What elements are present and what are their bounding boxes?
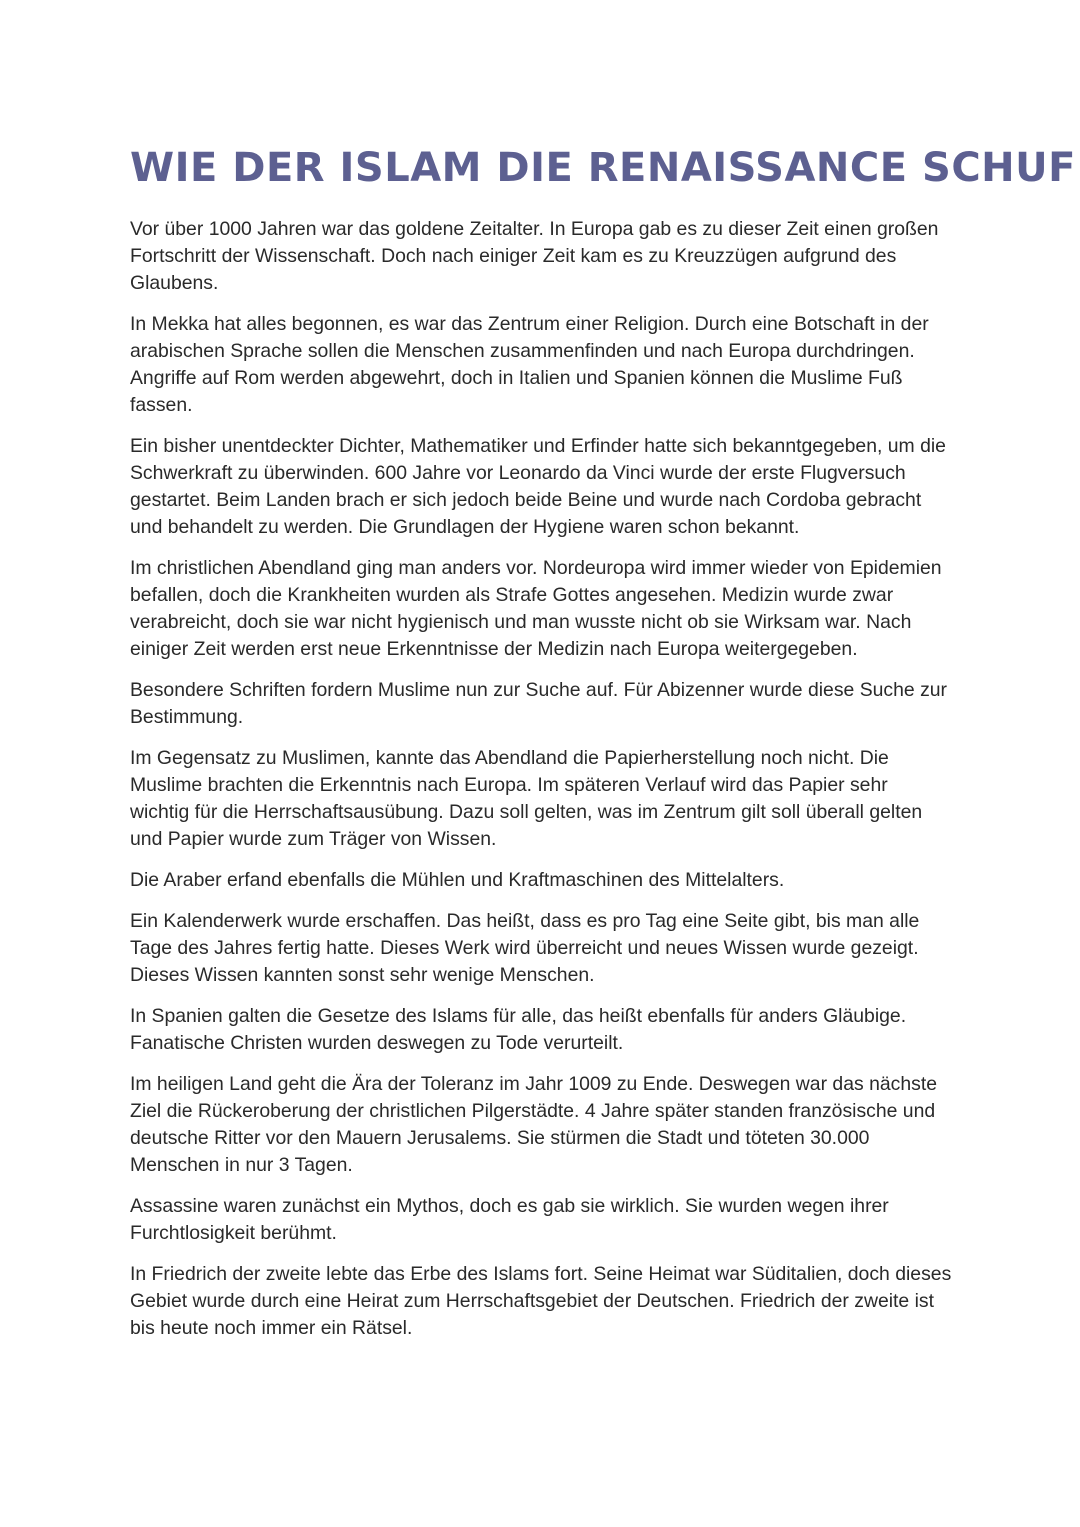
- paragraph-12: In Friedrich der zweite lebte das Erbe des Islams fort. Seine Heimat war Süditalien, doch dieses Gebiet wurde durch eine Heirat zum Herrschaftsgebiet der Deutschen. Friedrich der zweite ist bis heute noch immer ein Rätsel.: [130, 1263, 952, 1339]
- paragraph-4: Im christlichen Abendland ging man anders vor. Nordeuropa wird immer wieder von Epidemien befallen, doch die Krankheiten wurden als Strafe Gottes angesehen. Medizin wurde zwar verabreicht, doch sie war nicht hygienisch und man wusste nicht ob sie Wirksam war. Nach einiger Zeit werden erst neue Erkenntnisse der Medizin nach Europa weitergegeben.: [130, 557, 942, 660]
- document-title: WIE DER ISLAM DIE RENAISSANCE SCHUF: [130, 145, 1076, 191]
- paragraph-10: Im heiligen Land geht die Ära der Toleranz im Jahr 1009 zu Ende. Deswegen war das nächste Ziel die Rückeroberung der christlichen Pilgerstädte. 4 Jahre später standen französische und deutsche Ritter vor den Mauern Jerusalems. Sie stürmen die Stadt und töteten 30.000 Menschen in nur 3 Tagen.: [130, 1073, 937, 1176]
- paragraph-9: In Spanien galten die Gesetze des Islams für alle, das heißt ebenfalls für anders Gläubige. Fanatische Christen wurden deswegen zu Tode verurteilt.: [130, 1005, 907, 1054]
- paragraph-7: Die Araber erfand ebenfalls die Mühlen und Kraftmaschinen des Mittelalters.: [130, 869, 785, 891]
- paragraph-6: Im Gegensatz zu Muslimen, kannte das Abendland die Papierherstellung noch nicht. Die Muslime brachten die Erkenntnis nach Europa. Im späteren Verlauf wird das Papier sehr wichtig für die Herrschaftsausübung. Dazu soll gelten, was im Zentrum gilt soll überall gelten und Papier wurde zum Träger von Wissen.: [130, 747, 923, 850]
- paragraph-5: Besondere Schriften fordern Muslime nun zur Suche auf. Für Abizenner wurde diese Suche zur Bestimmung.: [130, 679, 948, 728]
- document-body: [130, 216, 952, 1356]
- paragraph-3: Ein bisher unentdeckter Dichter, Mathematiker und Erfinder hatte sich bekanntgegeben, um die Schwerkraft zu überwinden. 600 Jahre vor Leonardo da Vinci wurde der erste Flugversuch gestartet. Beim Landen brach er sich jedoch beide Beine und wurde nach Cordoba gebracht und behandelt zu werden. Die Grundlagen der Hygiene waren schon bekannt.: [130, 435, 946, 538]
- paragraph-2: In Mekka hat alles begonnen, es war das Zentrum einer Religion. Durch eine Botschaft in der arabischen Sprache sollen die Menschen zusammenfinden und nach Europa durchdringen. Angriffe auf Rom werden abgewehrt, doch in Italien und Spanien können die Muslime Fuß fassen.: [130, 313, 929, 416]
- paragraph-8: Ein Kalenderwerk wurde erschaffen. Das heißt, dass es pro Tag eine Seite gibt, bis man alle Tage des Jahres fertig hatte. Dieses Werk wird überreicht und neues Wissen wurde gezeigt. Dieses Wissen kannten sonst sehr wenige Menschen.: [130, 910, 920, 986]
- paragraph-1: Vor über 1000 Jahren war das goldene Zeitalter. In Europa gab es zu dieser Zeit einen großen Fortschritt der Wissenschaft. Doch nach einiger Zeit kam es zu Kreuzzügen aufgrund des Glaubens.: [130, 218, 939, 294]
- paragraph-11: Assassine waren zunächst ein Mythos, doch es gab sie wirklich. Sie wurden wegen ihrer Furchtlosigkeit berühmt.: [130, 1195, 889, 1244]
